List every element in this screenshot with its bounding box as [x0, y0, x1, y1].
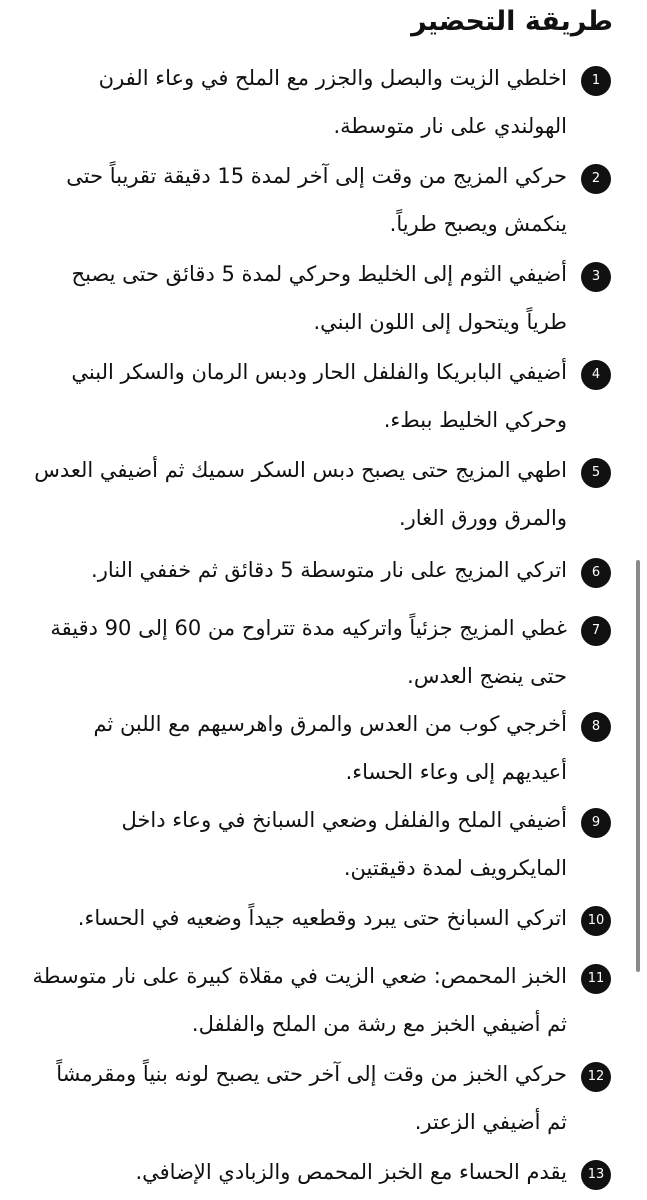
step-number-badge: 6: [581, 558, 611, 588]
step-text: اخلطي الزيت والبصل والجزر مع الملح في وعاء الفرن الهولندي على نار متوسطة.: [98, 66, 567, 138]
step-text: أخرجي كوب من العدس والمرق واهرسيهم مع اللبن ثم أعيديهم إلى وعاء الحساء.: [93, 712, 567, 784]
step-text: اتركي المزيج على نار متوسطة 5 دقائق ثم خففي النار.: [91, 558, 567, 582]
step-number-badge: 7: [581, 616, 611, 646]
step-number-badge: 3: [581, 262, 611, 292]
step-text: غطي المزيج جزئياً واتركيه مدة تتراوح من 60 إلى 90 دقيقة حتى ينضج العدس.: [50, 616, 567, 688]
step-number-badge: 10: [581, 906, 611, 936]
step-number-badge: 5: [581, 458, 611, 488]
step-text: حركي المزيج من وقت إلى آخر لمدة 15 دقيقة تقريباً حتى ينكمش ويصبح طرياً.: [66, 164, 567, 236]
step-number-badge: 13: [581, 1160, 611, 1190]
step-number-badge: 9: [581, 808, 611, 838]
step-text: أضيفي البابريكا والفلفل الحار ودبس الرمان والسكر البني وحركي الخليط ببطء.: [71, 360, 567, 432]
step-text: يقدم الحساء مع الخبز المحمص والزبادي الإضافي.: [135, 1160, 567, 1184]
step-number-badge: 12: [581, 1062, 611, 1092]
step-number-badge: 4: [581, 360, 611, 390]
step-text: أضيفي الملح والفلفل وضعي السبانخ في وعاء داخل المايكرويف لمدة دقيقتين.: [121, 808, 567, 880]
step-text: اتركي السبانخ حتى يبرد وقطعيه جيداً وضعيه في الحساء.: [77, 906, 567, 930]
step-text: حركي الخبز من وقت إلى آخر حتى يصبح لونه بنياً ومقرمشاً ثم أضيفي الزعتر.: [56, 1062, 567, 1134]
page-title: طريقة التحضير: [411, 6, 613, 37]
step-number-badge: 8: [581, 712, 611, 742]
step-number-badge: 2: [581, 164, 611, 194]
step-text: اطهي المزيج حتى يصبح دبس السكر سميك ثم أضيفي العدس والمرق وورق الغار.: [34, 458, 567, 530]
step-number-badge: 11: [581, 964, 611, 994]
step-number-badge: 1: [581, 66, 611, 96]
step-text: أضيفي الثوم إلى الخليط وحركي لمدة 5 دقائق حتى يصبح طرياً ويتحول إلى اللون البني.: [71, 262, 567, 334]
step-text: الخبز المحمص: ضعي الزيت في مقلاة كبيرة على نار متوسطة ثم أضيفي الخبز مع رشة من الملح والفلفل.: [32, 964, 567, 1036]
scrollbar[interactable]: [636, 560, 640, 972]
